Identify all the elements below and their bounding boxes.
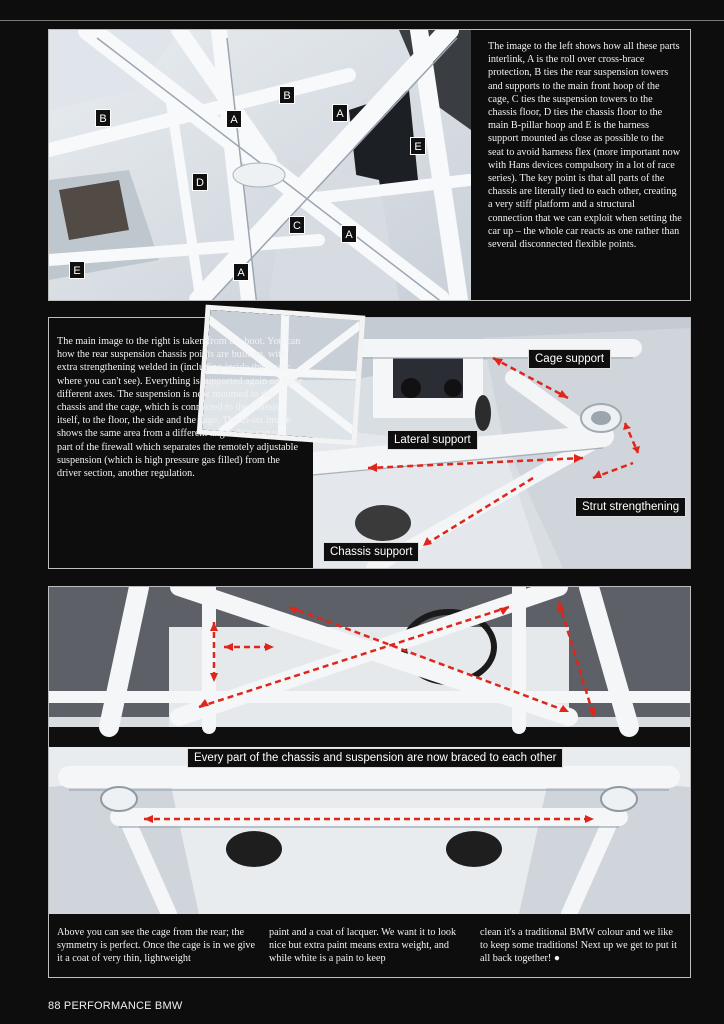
rear-cage-photo [49,587,690,914]
panel3-caption-col1: Above you can see the cage from the rear; the symmetry is perfect. Once the cage is in we give it a coat of very thin, lightweight [57,927,256,965]
panel-rear-cage-view [48,586,691,978]
roll-cage-photo [49,30,471,300]
marker-e-left: E [69,261,85,279]
panel3-caption-col3: clean it's a traditional BMW colour and we like to keep some traditions! Next up we get to put it all back together! ● [480,927,677,965]
panel-rear-suspension [48,317,691,569]
banner-braced: Every part of the chassis and suspension are now braced to each other [187,748,563,768]
label-strut-strengthening: Strut strengthening [575,497,686,517]
label-cage-support: Cage support [528,349,611,369]
label-chassis-support: Chassis support [323,542,419,562]
panel3-caption-col2: paint and a coat of lacquer. We want it to look nice but extra paint means extra weight, and while white is a pain to keep [269,927,457,965]
marker-b-left: B [95,109,111,127]
marker-a-lower-right: A [341,225,357,243]
boot-view-photo [313,318,690,568]
marker-a-upper-right: A [332,104,348,122]
panel2-caption: The main image to the right is taken from the boot. You can how the rear suspension chassis points are built up, with extra strengthening welded in (including inside the tower where you can't see). Everything is supported again on three different axes. The suspension is now mounted to the chassis and the cage, which is connected to the chassis itself, to the floor, the side and the cage. The in-set image shows the same area from a different angle. You can see part of the firewall which separates the remotely adjustable suspension (which is high pressure gas filled) from the driver section, another regulation. [57,336,303,480]
magazine-name: PERFORMANCE BMW [63,1000,183,1012]
label-lateral-support: Lateral support [387,430,478,450]
marker-a-upper-left: A [226,110,242,128]
panel-roll-cage-overview [48,29,691,301]
page-footer [48,1000,182,1012]
marker-a-bottom: A [233,263,249,281]
marker-c: C [289,216,305,234]
top-rule [0,20,724,21]
marker-d: D [192,173,208,191]
marker-b-top: B [279,86,295,104]
marker-e-right: E [410,137,426,155]
page-number: 88 [48,1000,61,1012]
panel1-caption: The image to the left shows how all these parts interlink, A is the roll over cross-brace protection, B ties the rear suspension towers and supports to the main front hoop of the cage, C ties the suspension towers to the chassis floor, D ties the chassis floor to the main B-pillar hoop and E is the harness support mounted as close as possible to the seat to avoid harness flex (more important now with Hans devices compulsory in a lot of race series). The key point is that all parts of the chassis are literally tied to each other, creating a very stiff platform and a structural connection that we can exploit when setting the car up – the whole car reacts as one rather than several disconnected flexible points. [488,41,682,251]
